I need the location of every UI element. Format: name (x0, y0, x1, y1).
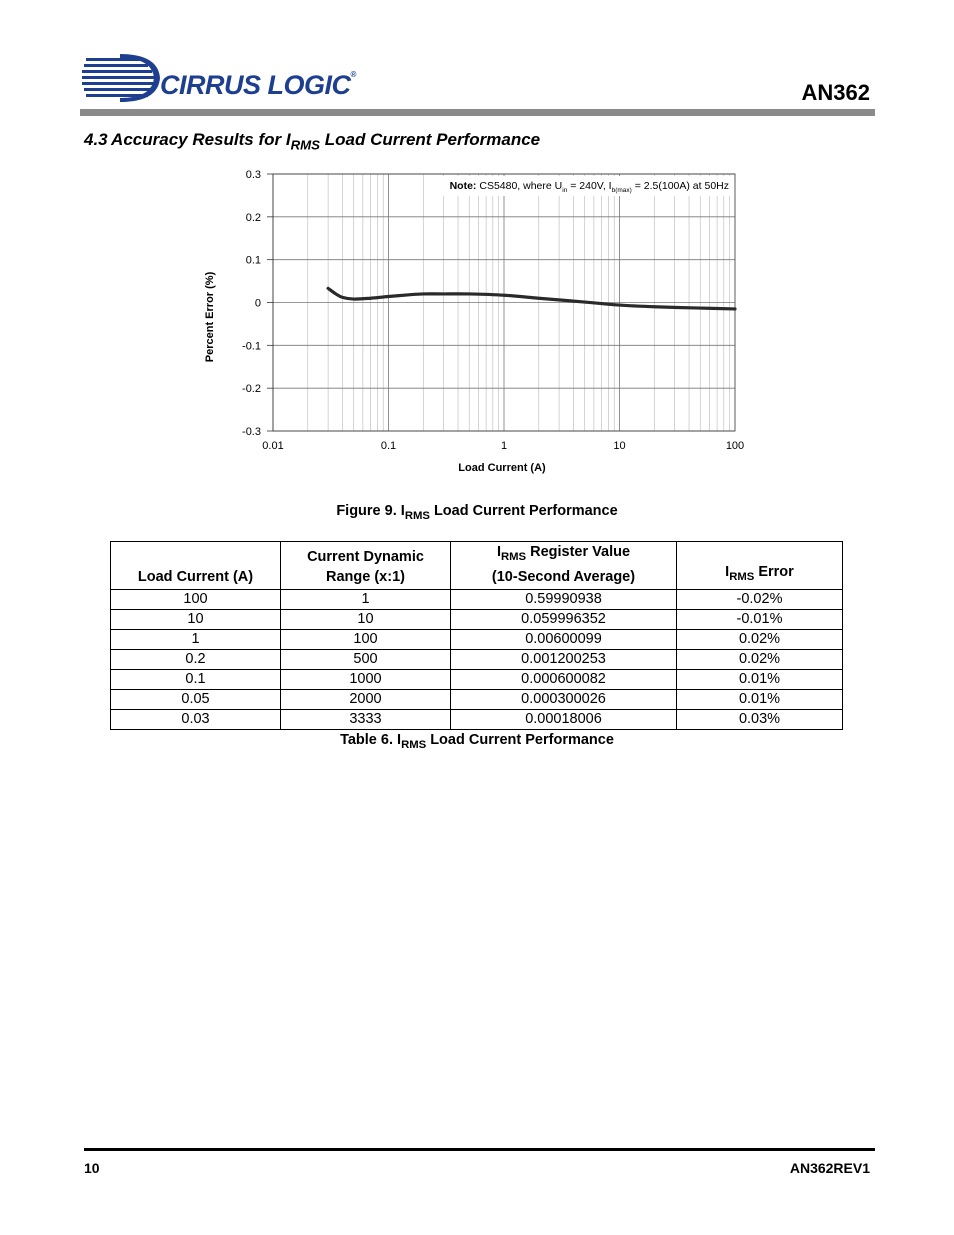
table-row: 1 100 0.00600099 0.02% (111, 629, 843, 649)
table-row: 0.2 500 0.001200253 0.02% (111, 649, 843, 669)
y-tick-label: -0.2 (242, 383, 261, 396)
table-header-row (111, 542, 843, 590)
x-tick-label: 0.1 (380, 440, 397, 452)
chart-note: Note: CS5480, where $U_{in} = 240V$, $I_{b(max)} = 2.5(100A)$ at 50Hz (449, 180, 729, 194)
registered-mark: ® (350, 70, 356, 79)
table-row: 10 10 0.059996352 -0.01% (111, 609, 843, 629)
y-tick-labels (242, 169, 273, 438)
table-row: 0.05 2000 0.000300026 0.01% (111, 689, 843, 709)
page-number: 10 (84, 1160, 100, 1176)
section-number: 4.3 (84, 130, 108, 149)
document-id: AN362 (801, 80, 870, 105)
table-row: 0.1 1000 0.000600082 0.01% (111, 669, 843, 689)
figure-caption: Figure 9. $I_{RMS}$ Load Current Performance (336, 503, 618, 522)
y-tick-label: 0.3 (245, 169, 261, 181)
header-load-current: Load Current (A) (111, 542, 281, 590)
x-tick-label: 1 (500, 440, 508, 452)
y-tick-label: 0.1 (245, 254, 261, 267)
irms-performance-table (110, 541, 843, 730)
x-tick-label: 100 (725, 440, 745, 452)
y-tick-label: -0.1 (242, 340, 261, 353)
chart-grid (273, 174, 735, 431)
x-axis-label: Load Current (A) (458, 462, 546, 474)
table-caption: Table 6. $I_{RMS}$ Load Current Performance (340, 732, 614, 751)
y-tick-label: -0.3 (242, 426, 261, 438)
header-rule (80, 109, 875, 116)
footer-rule (84, 1148, 875, 1151)
table-row: 0.03 3333 0.00018006 0.03% (111, 709, 843, 729)
y-axis-label: Percent Error (%) (204, 271, 216, 363)
series-line (328, 288, 735, 309)
y-tick-label: 0.2 (245, 211, 261, 224)
section-title: 4.3 Accuracy Results for $I_{RMS}$ Load Current Performance (84, 130, 541, 153)
document-revision: AN362REV1 (789, 1160, 870, 1176)
y-tick-label: 0 (254, 297, 261, 310)
logo-wordmark: CIRRUS LOGIC® (160, 70, 356, 100)
header-dynamic-range: Current Dynamic Range (x:1) (281, 542, 451, 590)
x-tick-labels (262, 440, 744, 452)
header-register-value: $I_{RMS}$ Register Value (10-Second Average) (451, 542, 677, 590)
table-row: 100 1 0.59990938 -0.02% (111, 589, 843, 609)
x-tick-label: 10 (613, 440, 626, 452)
header-irms-error: $I_{RMS}$ Error (677, 542, 843, 590)
x-tick-label: 0.01 (262, 440, 284, 452)
load-current-error-chart (195, 162, 755, 482)
